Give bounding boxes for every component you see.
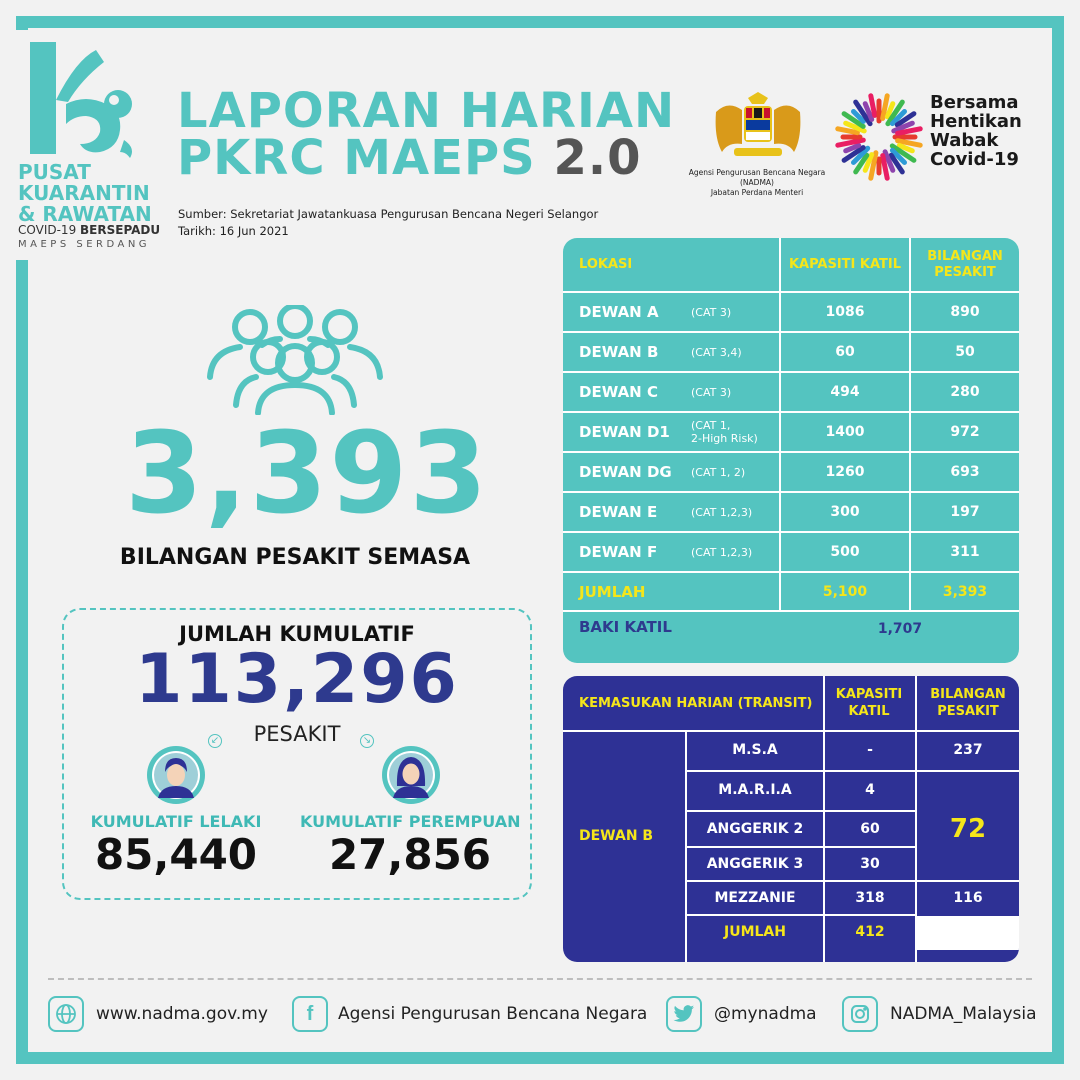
table-row — [563, 373, 1019, 411]
transit-row-capacity: 30 — [860, 856, 880, 872]
row-category: (CAT 1, 2-High Risk) — [691, 419, 758, 445]
twitter-icon[interactable] — [666, 996, 702, 1032]
transit-merged-patients: 72 — [949, 814, 987, 844]
row-capacity: 500 — [830, 544, 860, 560]
row-category: (CAT 1, 2) — [691, 465, 746, 479]
row-capacity: 1086 — [825, 304, 865, 320]
logo-location: MAEPS SERDANG — [18, 239, 151, 250]
row-category: (CAT 1,2,3) — [691, 505, 753, 519]
row-location: DEWAN A — [579, 303, 659, 321]
row-category: (CAT 3) — [691, 385, 732, 399]
cumulative-value: 113,296 — [135, 640, 459, 719]
male-avatar-icon — [145, 744, 207, 806]
transit-row-capacity: 60 — [860, 821, 880, 837]
transit-row-patients: 116 — [953, 890, 983, 906]
header-bilangan: BILANGAN PESAKIT — [927, 248, 1003, 280]
pkrc-logo-icon — [26, 40, 146, 160]
row-location: DEWAN D1 — [579, 423, 670, 441]
table-row — [563, 293, 1019, 331]
transit-total-label: JUMLAH — [724, 924, 786, 940]
remaining-beds-row — [563, 612, 1019, 652]
row-divider — [685, 770, 1019, 772]
logo-subtext: COVID-19 BERSEPADU — [18, 223, 161, 237]
row-location: DEWAN F — [579, 543, 658, 561]
row-patients: 280 — [950, 384, 980, 400]
female-value: 27,856 — [328, 830, 492, 879]
transit-row-capacity: 318 — [855, 890, 885, 906]
table-row — [563, 333, 1019, 371]
instagram-icon[interactable] — [842, 996, 878, 1032]
instagram-link[interactable]: NADMA_Malaysia — [890, 1004, 1037, 1024]
transit-row-name: MEZZANIE — [714, 890, 796, 906]
arrow-down-left-icon: ↙ — [208, 734, 222, 748]
remaining-beds-label: BAKI KATIL — [579, 618, 672, 636]
row-capacity: 1260 — [825, 464, 865, 480]
transit-total-capacity: 412 — [855, 924, 885, 940]
transit-table — [563, 676, 1019, 962]
nadma-caption: Agensi Pengurusan Bencana Negara (NADMA) Jabatan Perdana Menteri — [688, 168, 826, 197]
people-icon — [200, 305, 390, 415]
source-text: Sumber: Sekretariat Jawatankuasa Pengurusan Bencana Negeri Selangor — [178, 207, 599, 221]
transit-row-name: ANGGERIK 2 — [706, 821, 804, 837]
row-location: DEWAN DG — [579, 463, 672, 481]
web-icon[interactable] — [48, 996, 84, 1032]
remaining-beds-value: 1,707 — [877, 621, 923, 637]
row-patients: 311 — [950, 544, 980, 560]
transit-row-name: ANGGERIK 3 — [706, 856, 804, 872]
header-lokasi: LOKASI — [579, 256, 633, 272]
row-capacity: 60 — [835, 344, 855, 360]
coat-of-arms-icon — [708, 92, 808, 164]
female-avatar-icon — [380, 744, 442, 806]
transit-header-patients: BILANGAN PESAKIT — [930, 687, 1006, 719]
row-capacity: 494 — [830, 384, 860, 400]
row-category: (CAT 3) — [691, 305, 732, 319]
total-row — [563, 573, 1019, 611]
total-capacity: 5,100 — [822, 584, 868, 600]
cumulative-unit: PESAKIT — [253, 722, 341, 746]
row-location: DEWAN C — [579, 383, 658, 401]
current-patients-value: 3,393 — [125, 409, 490, 539]
transit-header: KEMASUKAN HARIAN (TRANSIT) — [579, 695, 813, 711]
row-divider — [563, 730, 1019, 732]
cumulative-title: JUMLAH KUMULATIF — [179, 622, 415, 646]
total-patients: 3,393 — [942, 584, 988, 600]
male-value: 85,440 — [94, 830, 258, 879]
transit-group-label: DEWAN B — [579, 828, 654, 844]
page-title-line2: PKRC MAEPS 2.0 — [177, 130, 642, 186]
transit-row-name: M.A.R.I.A — [718, 782, 792, 798]
row-location: DEWAN E — [579, 503, 658, 521]
transit-row-patients: 237 — [953, 742, 983, 758]
facebook-link[interactable]: Agensi Pengurusan Bencana Negara — [338, 1004, 648, 1024]
table-row — [563, 453, 1019, 491]
row-patients: 693 — [950, 464, 980, 480]
date-text: Tarikh: 16 Jun 2021 — [178, 224, 289, 238]
website-link[interactable]: www.nadma.gov.my — [96, 1004, 268, 1024]
row-capacity: 1400 — [825, 424, 865, 440]
total-label: JUMLAH — [579, 583, 646, 601]
table-row — [563, 413, 1019, 451]
row-patients: 972 — [950, 424, 980, 440]
transit-row-capacity: 4 — [865, 782, 875, 798]
table-row — [563, 493, 1019, 531]
female-label: KUMULATIF PEREMPUAN — [300, 812, 521, 831]
row-category: (CAT 1,2,3) — [691, 545, 753, 559]
transit-row-name: M.S.A — [732, 742, 778, 758]
campaign-logo-icon — [834, 92, 924, 182]
footer-divider — [48, 978, 1032, 980]
campaign-text: Bersama Hentikan Wabak Covid-19 — [930, 92, 1022, 170]
transit-header-capacity: KAPASITI KATIL — [835, 687, 903, 719]
current-patients-label: BILANGAN PESAKIT SEMASA — [119, 545, 471, 570]
arrow-down-right-icon: ↘ — [360, 734, 374, 748]
blank-cell — [917, 916, 1019, 950]
male-label: KUMULATIF LELAKI — [90, 812, 262, 831]
row-location: DEWAN B — [579, 343, 659, 361]
header-kapasiti: KAPASITI KATIL — [788, 256, 902, 272]
transit-row-capacity: - — [867, 742, 873, 758]
location-table — [563, 238, 1019, 663]
row-patients: 890 — [950, 304, 980, 320]
row-capacity: 300 — [830, 504, 860, 520]
row-patients: 197 — [950, 504, 980, 520]
twitter-link[interactable]: @mynadma — [714, 1004, 817, 1024]
page-title-line1: LAPORAN HARIAN — [177, 83, 676, 139]
row-patients: 50 — [955, 344, 975, 360]
facebook-icon[interactable]: f — [292, 996, 328, 1032]
table-row — [563, 533, 1019, 571]
row-category: (CAT 3,4) — [691, 345, 742, 359]
logo-text: PUSAT KUARANTIN & RAWATAN — [18, 160, 152, 226]
